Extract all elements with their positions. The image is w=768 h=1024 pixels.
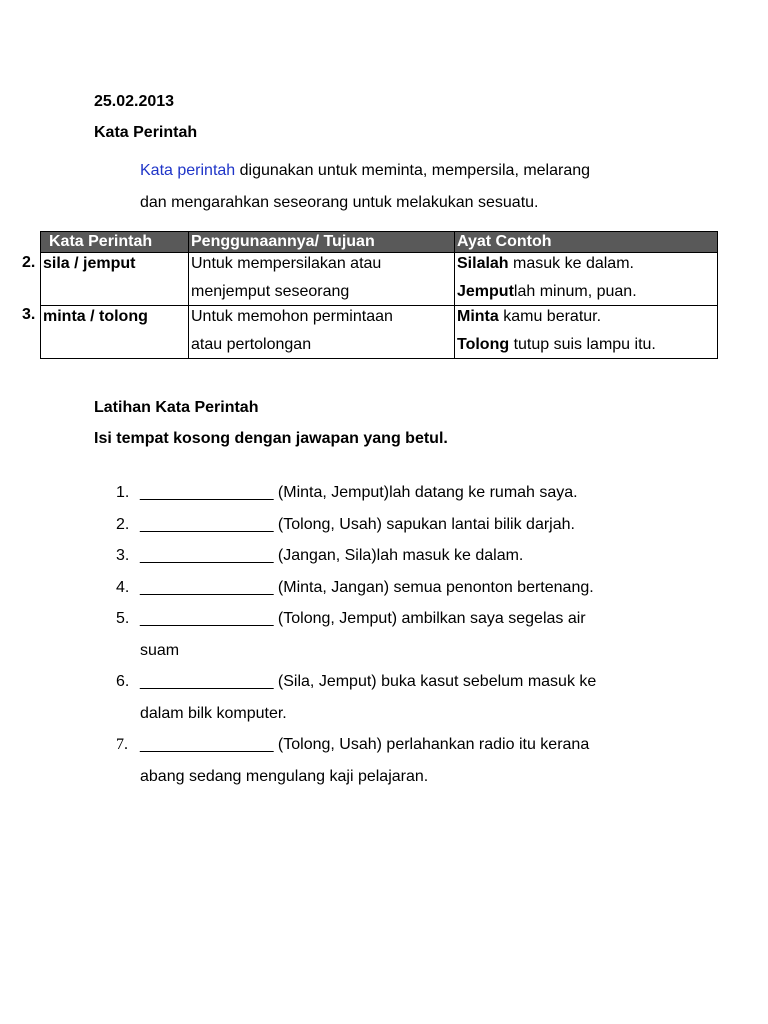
list-item-text-continued: suam bbox=[140, 641, 180, 659]
list-item-text: _______________ (Sila, Jemput) buka kasut sebelum masuk ke bbox=[140, 673, 597, 690]
table-cell-usage: Untuk mempersilakan atau menjemput seseorang bbox=[189, 253, 455, 306]
list-item bbox=[116, 729, 700, 792]
list-item bbox=[116, 603, 700, 666]
exercise-instruction: Isi tempat kosong dengan jawapan yang betul. bbox=[94, 430, 448, 447]
document-date: 25.02.2013 bbox=[94, 93, 175, 110]
table-cell-example: Minta kamu beratur. Tolong tutup suis lampu itu. bbox=[455, 306, 718, 359]
list-item bbox=[116, 572, 700, 604]
list-item bbox=[116, 509, 700, 541]
list-item-number: 7. bbox=[116, 736, 128, 753]
list-item bbox=[116, 540, 700, 572]
table-header-cell: Kata Perintah bbox=[41, 232, 189, 253]
intro-line-2: dan mengarahkan seseorang untuk melakukan sesuatu. bbox=[140, 194, 539, 211]
intro-keyword: Kata perintah bbox=[140, 162, 236, 179]
list-item bbox=[116, 477, 700, 509]
exercise-title: Latihan Kata Perintah bbox=[94, 399, 259, 416]
list-item bbox=[116, 666, 700, 729]
table-row-number: 3. bbox=[22, 306, 36, 323]
list-item-text-continued: dalam bilk komputer. bbox=[140, 704, 287, 722]
table-row bbox=[41, 306, 718, 359]
list-item-number: 3. bbox=[116, 547, 130, 564]
list-item-text: _______________ (Tolong, Jemput) ambilkan saya segelas air bbox=[140, 610, 586, 627]
list-item-text: _______________ (Minta, Jangan) semua penonton bertenang. bbox=[140, 578, 594, 596]
table-cell-example: Silalah masuk ke dalam. Jemputlah minum, puan. bbox=[455, 253, 718, 306]
kata-perintah-table bbox=[40, 231, 718, 359]
intro-line-1-rest: digunakan untuk meminta, mempersila, melarang bbox=[235, 162, 591, 179]
table-row bbox=[41, 253, 718, 306]
table-cell-usage: Untuk memohon permintaan atau pertolongan bbox=[189, 306, 455, 359]
list-item-text: _______________ (Minta, Jemput)lah datang ke rumah saya. bbox=[140, 484, 578, 501]
exercise-list bbox=[116, 477, 700, 792]
table-row-number: 2. bbox=[22, 254, 36, 271]
list-item-number: 6. bbox=[116, 673, 130, 690]
table-cell-word: minta / tolong bbox=[41, 306, 189, 359]
intro-paragraph bbox=[140, 155, 700, 219]
list-item-number: 1. bbox=[116, 484, 130, 501]
list-item-text: _______________ (Tolong, Usah) sapukan lantai bilik darjah. bbox=[140, 515, 575, 533]
list-item-text: _______________ (Tolong, Usah) perlahankan radio itu kerana bbox=[140, 736, 590, 753]
table-header-cell: Penggunaannya/ Tujuan bbox=[189, 232, 455, 253]
document-title: Kata Perintah bbox=[94, 124, 198, 141]
list-item-text: _______________ (Jangan, Sila)lah masuk ke dalam. bbox=[140, 547, 524, 564]
list-item-number: 2. bbox=[116, 515, 130, 533]
table-header-row bbox=[41, 232, 718, 253]
list-item-text-continued: abang sedang mengulang kaji pelajaran. bbox=[140, 767, 429, 785]
list-item-number: 4. bbox=[116, 578, 130, 596]
intro-line-1 bbox=[140, 155, 700, 187]
list-item-number: 5. bbox=[116, 610, 130, 627]
table-header-cell: Ayat Contoh bbox=[455, 232, 718, 253]
table-cell-word: sila / jemput bbox=[41, 253, 189, 306]
